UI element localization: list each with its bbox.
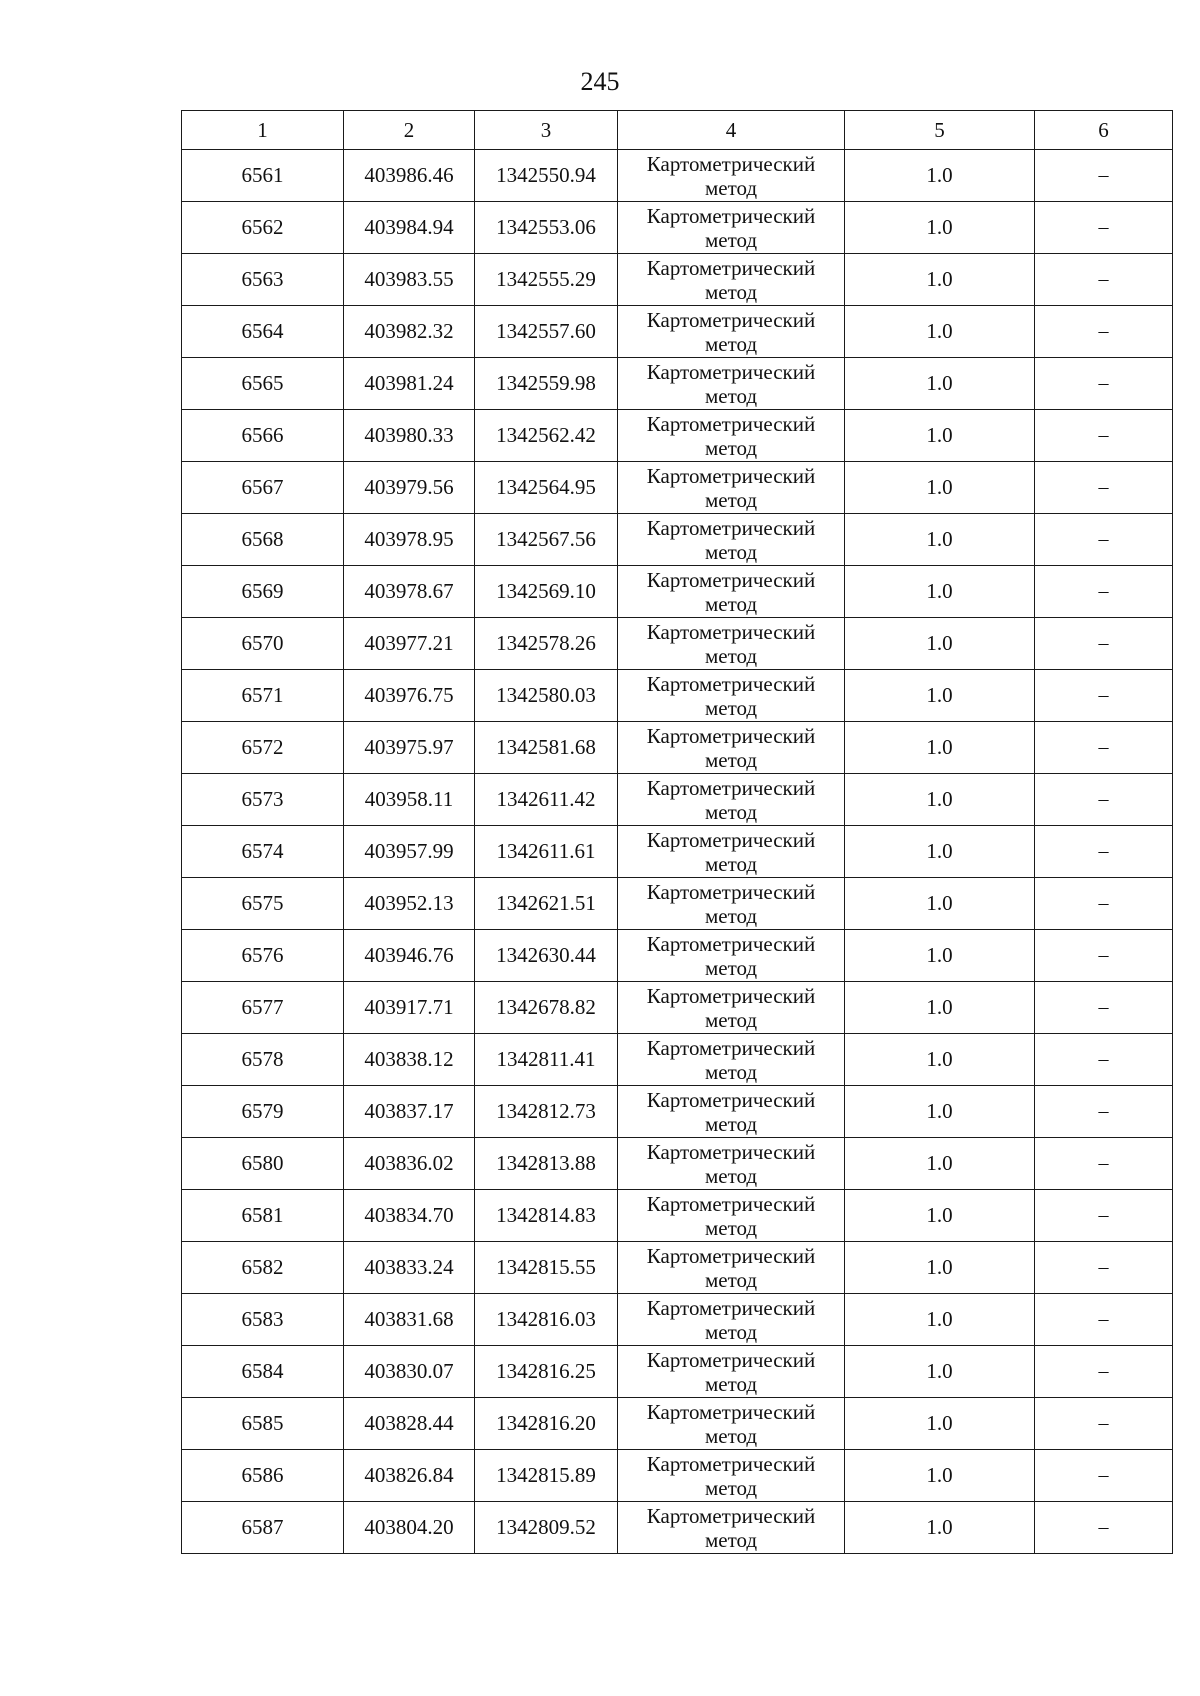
point-number-cell: 6574 <box>182 826 344 878</box>
method-line-2: метод <box>704 591 758 616</box>
point-number-cell: 6563 <box>182 254 344 306</box>
header-col-3: 3 <box>475 111 618 150</box>
accuracy-cell: 1.0 <box>845 202 1035 254</box>
method-line-2: метод <box>704 1319 758 1344</box>
y-coordinate-cell: 1342559.98 <box>475 358 618 410</box>
header-col-4: 4 <box>618 111 845 150</box>
note-cell: – <box>1035 878 1173 930</box>
note-cell: – <box>1035 722 1173 774</box>
x-coordinate-cell: 403958.11 <box>344 774 475 826</box>
y-coordinate-cell: 1342813.88 <box>475 1138 618 1190</box>
y-coordinate-cell: 1342580.03 <box>475 670 618 722</box>
method-line-2: метод <box>704 1371 758 1396</box>
accuracy-cell: 1.0 <box>845 358 1035 410</box>
method-line-1: Картометрический <box>646 151 816 176</box>
point-number-cell: 6569 <box>182 566 344 618</box>
x-coordinate-cell: 403986.46 <box>344 150 475 202</box>
note-cell: – <box>1035 1398 1173 1450</box>
method-cell <box>618 358 845 410</box>
method-line-1: Картометрический <box>646 1347 816 1372</box>
accuracy-cell: 1.0 <box>845 774 1035 826</box>
method-cell <box>618 722 845 774</box>
y-coordinate-cell: 1342812.73 <box>475 1086 618 1138</box>
y-coordinate-cell: 1342581.68 <box>475 722 618 774</box>
accuracy-cell: 1.0 <box>845 670 1035 722</box>
point-number-cell: 6575 <box>182 878 344 930</box>
note-cell: – <box>1035 1034 1173 1086</box>
method-cell <box>618 1450 845 1502</box>
table-row <box>182 982 1173 1034</box>
method-cell <box>618 1346 845 1398</box>
accuracy-cell: 1.0 <box>845 878 1035 930</box>
y-coordinate-cell: 1342809.52 <box>475 1502 618 1554</box>
header-row <box>182 111 1173 150</box>
accuracy-cell: 1.0 <box>845 410 1035 462</box>
method-line-1: Картометрический <box>646 879 816 904</box>
method-cell <box>618 254 845 306</box>
method-line-1: Картометрический <box>646 411 816 436</box>
note-cell: – <box>1035 202 1173 254</box>
table-row <box>182 1242 1173 1294</box>
method-cell <box>618 410 845 462</box>
table-row <box>182 306 1173 358</box>
method-line-2: метод <box>704 487 758 512</box>
method-line-1: Картометрический <box>646 671 816 696</box>
method-line-1: Картометрический <box>646 203 816 228</box>
x-coordinate-cell: 403982.32 <box>344 306 475 358</box>
point-number-cell: 6587 <box>182 1502 344 1554</box>
note-cell: – <box>1035 1086 1173 1138</box>
table-row <box>182 618 1173 670</box>
x-coordinate-cell: 403834.70 <box>344 1190 475 1242</box>
y-coordinate-cell: 1342611.42 <box>475 774 618 826</box>
table-row <box>182 774 1173 826</box>
note-cell: – <box>1035 1346 1173 1398</box>
accuracy-cell: 1.0 <box>845 254 1035 306</box>
note-cell: – <box>1035 306 1173 358</box>
method-line-2: метод <box>704 383 758 408</box>
note-cell: – <box>1035 254 1173 306</box>
table-row <box>182 410 1173 462</box>
method-line-1: Картометрический <box>646 1451 816 1476</box>
x-coordinate-cell: 403952.13 <box>344 878 475 930</box>
y-coordinate-cell: 1342555.29 <box>475 254 618 306</box>
note-cell: – <box>1035 1502 1173 1554</box>
accuracy-cell: 1.0 <box>845 1398 1035 1450</box>
note-cell: – <box>1035 826 1173 878</box>
x-coordinate-cell: 403975.97 <box>344 722 475 774</box>
accuracy-cell: 1.0 <box>845 1502 1035 1554</box>
y-coordinate-cell: 1342815.55 <box>475 1242 618 1294</box>
method-line-1: Картометрический <box>646 827 816 852</box>
table-row <box>182 150 1173 202</box>
table-row <box>182 1034 1173 1086</box>
note-cell: – <box>1035 358 1173 410</box>
y-coordinate-cell: 1342578.26 <box>475 618 618 670</box>
method-line-1: Картометрический <box>646 255 816 280</box>
y-coordinate-cell: 1342814.83 <box>475 1190 618 1242</box>
note-cell: – <box>1035 566 1173 618</box>
table-row <box>182 1502 1173 1554</box>
note-cell: – <box>1035 150 1173 202</box>
method-line-2: метод <box>704 1423 758 1448</box>
method-line-2: метод <box>704 903 758 928</box>
point-number-cell: 6580 <box>182 1138 344 1190</box>
method-line-2: метод <box>704 1215 758 1240</box>
point-number-cell: 6576 <box>182 930 344 982</box>
table-row <box>182 254 1173 306</box>
note-cell: – <box>1035 410 1173 462</box>
note-cell: – <box>1035 670 1173 722</box>
method-cell <box>618 1086 845 1138</box>
accuracy-cell: 1.0 <box>845 930 1035 982</box>
point-number-cell: 6577 <box>182 982 344 1034</box>
point-number-cell: 6564 <box>182 306 344 358</box>
y-coordinate-cell: 1342815.89 <box>475 1450 618 1502</box>
x-coordinate-cell: 403976.75 <box>344 670 475 722</box>
accuracy-cell: 1.0 <box>845 722 1035 774</box>
method-line-1: Картометрический <box>646 1295 816 1320</box>
y-coordinate-cell: 1342621.51 <box>475 878 618 930</box>
method-line-1: Картометрический <box>646 723 816 748</box>
method-cell <box>618 1242 845 1294</box>
accuracy-cell: 1.0 <box>845 1242 1035 1294</box>
method-line-2: метод <box>704 227 758 252</box>
note-cell: – <box>1035 930 1173 982</box>
x-coordinate-cell: 403980.33 <box>344 410 475 462</box>
point-number-cell: 6585 <box>182 1398 344 1450</box>
accuracy-cell: 1.0 <box>845 150 1035 202</box>
x-coordinate-cell: 403978.95 <box>344 514 475 566</box>
x-coordinate-cell: 403833.24 <box>344 1242 475 1294</box>
point-number-cell: 6561 <box>182 150 344 202</box>
y-coordinate-cell: 1342611.61 <box>475 826 618 878</box>
method-cell <box>618 1398 845 1450</box>
x-coordinate-cell: 403838.12 <box>344 1034 475 1086</box>
method-cell <box>618 1190 845 1242</box>
y-coordinate-cell: 1342816.25 <box>475 1346 618 1398</box>
table-row <box>182 826 1173 878</box>
method-line-2: метод <box>704 747 758 772</box>
method-cell <box>618 1034 845 1086</box>
method-line-2: метод <box>704 435 758 460</box>
accuracy-cell: 1.0 <box>845 1138 1035 1190</box>
method-cell <box>618 826 845 878</box>
table-row <box>182 1450 1173 1502</box>
method-line-2: метод <box>704 1007 758 1032</box>
point-number-cell: 6578 <box>182 1034 344 1086</box>
method-line-1: Картометрический <box>646 515 816 540</box>
point-number-cell: 6583 <box>182 1294 344 1346</box>
point-number-cell: 6573 <box>182 774 344 826</box>
method-cell <box>618 670 845 722</box>
point-number-cell: 6570 <box>182 618 344 670</box>
table-row <box>182 1294 1173 1346</box>
point-number-cell: 6572 <box>182 722 344 774</box>
accuracy-cell: 1.0 <box>845 566 1035 618</box>
table-row <box>182 722 1173 774</box>
accuracy-cell: 1.0 <box>845 982 1035 1034</box>
point-number-cell: 6581 <box>182 1190 344 1242</box>
method-cell <box>618 774 845 826</box>
table-row <box>182 1398 1173 1450</box>
point-number-cell: 6586 <box>182 1450 344 1502</box>
note-cell: – <box>1035 462 1173 514</box>
method-line-2: метод <box>704 279 758 304</box>
y-coordinate-cell: 1342557.60 <box>475 306 618 358</box>
method-line-1: Картометрический <box>646 931 816 956</box>
x-coordinate-cell: 403917.71 <box>344 982 475 1034</box>
accuracy-cell: 1.0 <box>845 1346 1035 1398</box>
table-row <box>182 878 1173 930</box>
x-coordinate-cell: 403984.94 <box>344 202 475 254</box>
method-line-2: метод <box>704 1059 758 1084</box>
y-coordinate-cell: 1342562.42 <box>475 410 618 462</box>
note-cell: – <box>1035 1294 1173 1346</box>
table-row <box>182 202 1173 254</box>
table-row <box>182 514 1173 566</box>
point-number-cell: 6567 <box>182 462 344 514</box>
accuracy-cell: 1.0 <box>845 514 1035 566</box>
y-coordinate-cell: 1342564.95 <box>475 462 618 514</box>
method-cell <box>618 1294 845 1346</box>
header-col-2: 2 <box>344 111 475 150</box>
method-cell <box>618 150 845 202</box>
method-line-2: метод <box>704 331 758 356</box>
method-line-2: метод <box>704 1527 758 1552</box>
x-coordinate-cell: 403831.68 <box>344 1294 475 1346</box>
header-col-1: 1 <box>182 111 344 150</box>
method-line-2: метод <box>704 695 758 720</box>
page-number: 245 <box>580 67 620 96</box>
y-coordinate-cell: 1342816.20 <box>475 1398 618 1450</box>
note-cell: – <box>1035 774 1173 826</box>
method-line-1: Картометрический <box>646 983 816 1008</box>
x-coordinate-cell: 403836.02 <box>344 1138 475 1190</box>
method-cell <box>618 982 845 1034</box>
method-line-1: Картометрический <box>646 1399 816 1424</box>
table-row <box>182 1190 1173 1242</box>
method-line-2: метод <box>704 175 758 200</box>
note-cell: – <box>1035 1138 1173 1190</box>
point-number-cell: 6565 <box>182 358 344 410</box>
method-line-2: метод <box>704 851 758 876</box>
point-number-cell: 6584 <box>182 1346 344 1398</box>
method-cell <box>618 306 845 358</box>
note-cell: – <box>1035 514 1173 566</box>
method-line-1: Картометрический <box>646 775 816 800</box>
x-coordinate-cell: 403837.17 <box>344 1086 475 1138</box>
method-line-2: метод <box>704 1111 758 1136</box>
point-number-cell: 6571 <box>182 670 344 722</box>
accuracy-cell: 1.0 <box>845 1034 1035 1086</box>
point-number-cell: 6582 <box>182 1242 344 1294</box>
method-cell <box>618 1138 845 1190</box>
point-number-cell: 6562 <box>182 202 344 254</box>
method-line-2: метод <box>704 955 758 980</box>
y-coordinate-cell: 1342550.94 <box>475 150 618 202</box>
y-coordinate-cell: 1342567.56 <box>475 514 618 566</box>
method-line-1: Картометрический <box>646 1243 816 1268</box>
table-body <box>182 150 1173 1554</box>
x-coordinate-cell: 403826.84 <box>344 1450 475 1502</box>
y-coordinate-cell: 1342816.03 <box>475 1294 618 1346</box>
method-cell <box>618 514 845 566</box>
accuracy-cell: 1.0 <box>845 462 1035 514</box>
table-row <box>182 358 1173 410</box>
method-line-1: Картометрический <box>646 359 816 384</box>
note-cell: – <box>1035 982 1173 1034</box>
table-row <box>182 1138 1173 1190</box>
note-cell: – <box>1035 1450 1173 1502</box>
accuracy-cell: 1.0 <box>845 1086 1035 1138</box>
x-coordinate-cell: 403804.20 <box>344 1502 475 1554</box>
y-coordinate-cell: 1342553.06 <box>475 202 618 254</box>
accuracy-cell: 1.0 <box>845 1294 1035 1346</box>
method-line-1: Картометрический <box>646 1191 816 1216</box>
method-line-2: метод <box>704 1267 758 1292</box>
table-row <box>182 930 1173 982</box>
method-cell <box>618 618 845 670</box>
y-coordinate-cell: 1342678.82 <box>475 982 618 1034</box>
method-line-1: Картометрический <box>646 567 816 592</box>
note-cell: – <box>1035 1190 1173 1242</box>
method-cell <box>618 878 845 930</box>
accuracy-cell: 1.0 <box>845 1450 1035 1502</box>
x-coordinate-cell: 403828.44 <box>344 1398 475 1450</box>
method-line-1: Картометрический <box>646 1503 816 1528</box>
table-row <box>182 1086 1173 1138</box>
x-coordinate-cell: 403977.21 <box>344 618 475 670</box>
table-row <box>182 462 1173 514</box>
note-cell: – <box>1035 618 1173 670</box>
method-line-2: метод <box>704 643 758 668</box>
x-coordinate-cell: 403983.55 <box>344 254 475 306</box>
y-coordinate-cell: 1342569.10 <box>475 566 618 618</box>
method-cell <box>618 566 845 618</box>
table-row <box>182 1346 1173 1398</box>
accuracy-cell: 1.0 <box>845 306 1035 358</box>
table-row <box>182 670 1173 722</box>
method-line-1: Картометрический <box>646 619 816 644</box>
method-line-1: Картометрический <box>646 463 816 488</box>
coordinates-table <box>181 110 1173 1554</box>
method-cell <box>618 930 845 982</box>
method-cell <box>618 1502 845 1554</box>
method-line-1: Картометрический <box>646 307 816 332</box>
x-coordinate-cell: 403830.07 <box>344 1346 475 1398</box>
accuracy-cell: 1.0 <box>845 618 1035 670</box>
x-coordinate-cell: 403979.56 <box>344 462 475 514</box>
method-line-1: Картометрический <box>646 1087 816 1112</box>
x-coordinate-cell: 403978.67 <box>344 566 475 618</box>
x-coordinate-cell: 403981.24 <box>344 358 475 410</box>
method-line-2: метод <box>704 539 758 564</box>
method-line-2: метод <box>704 1475 758 1500</box>
accuracy-cell: 1.0 <box>845 826 1035 878</box>
note-cell: – <box>1035 1242 1173 1294</box>
header-col-6: 6 <box>1035 111 1173 150</box>
point-number-cell: 6579 <box>182 1086 344 1138</box>
y-coordinate-cell: 1342630.44 <box>475 930 618 982</box>
x-coordinate-cell: 403957.99 <box>344 826 475 878</box>
point-number-cell: 6566 <box>182 410 344 462</box>
accuracy-cell: 1.0 <box>845 1190 1035 1242</box>
method-line-2: метод <box>704 799 758 824</box>
method-line-1: Картометрический <box>646 1035 816 1060</box>
point-number-cell: 6568 <box>182 514 344 566</box>
header-col-5: 5 <box>845 111 1035 150</box>
method-line-2: метод <box>704 1163 758 1188</box>
x-coordinate-cell: 403946.76 <box>344 930 475 982</box>
table-header <box>182 111 1173 150</box>
y-coordinate-cell: 1342811.41 <box>475 1034 618 1086</box>
method-line-1: Картометрический <box>646 1139 816 1164</box>
table-row <box>182 566 1173 618</box>
method-cell <box>618 462 845 514</box>
method-cell <box>618 202 845 254</box>
